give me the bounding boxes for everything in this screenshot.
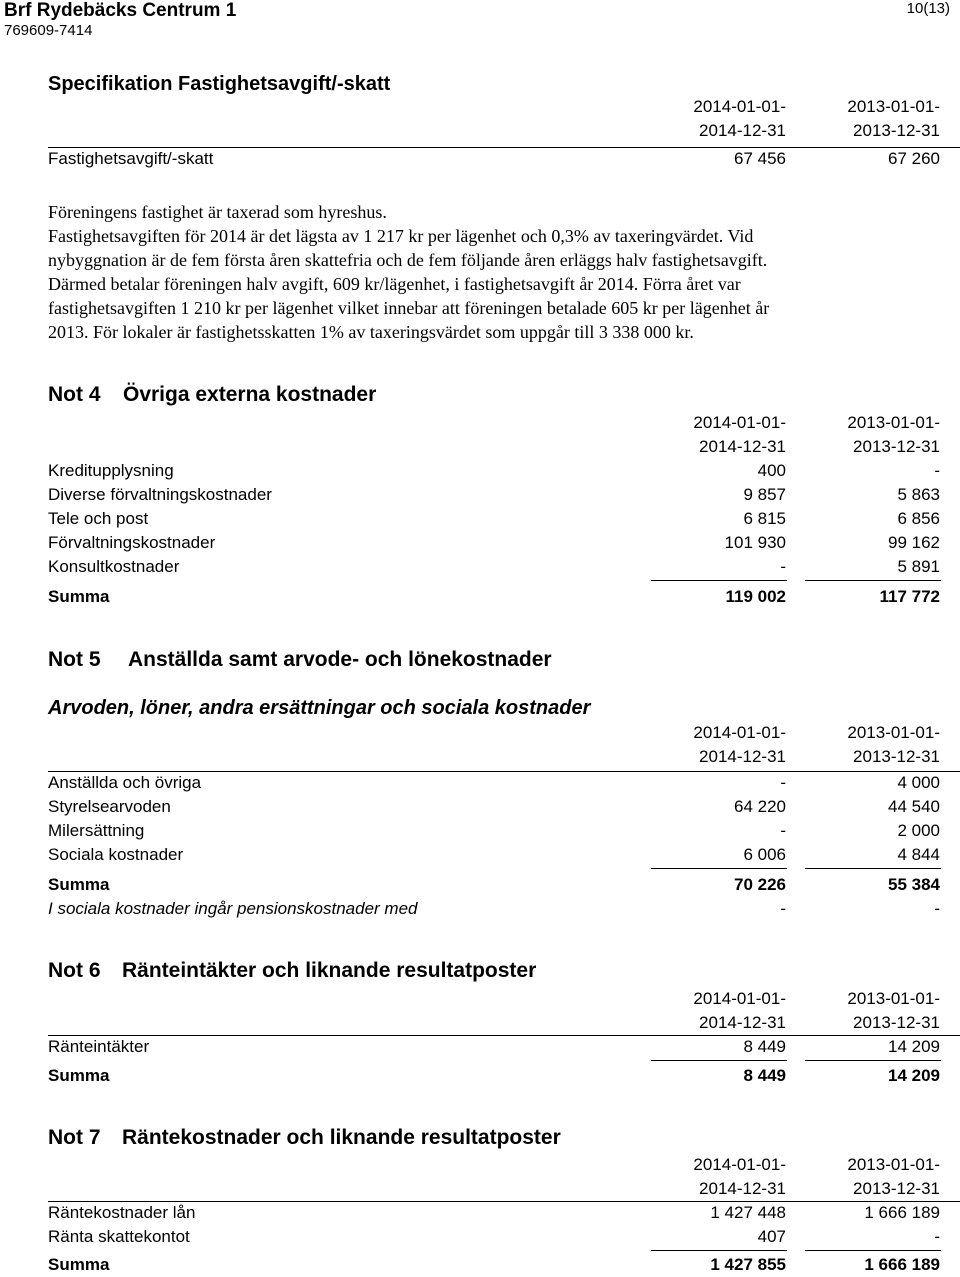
spec-text — [48, 200, 769, 344]
table-row — [48, 819, 940, 843]
sum-rule — [805, 1060, 941, 1061]
organization-name: Brf Rydebäcks Centrum 1 — [4, 0, 237, 21]
table-row — [48, 147, 940, 171]
note-title: Övriga externa kostnader — [123, 383, 377, 406]
row-previous: 14 209 — [888, 1037, 940, 1056]
sum-rule — [805, 868, 941, 869]
period-previous-start: 2013-01-01- — [847, 1155, 940, 1174]
period-current-start: 2014-01-01- — [693, 413, 786, 432]
note-title: Ränteintäkter och liknande resultatposter — [122, 959, 537, 982]
period-previous-start: 2013-01-01- — [847, 989, 940, 1008]
note-number: Not 7 — [48, 1126, 101, 1149]
pension-row — [48, 897, 940, 921]
row-current: 407 — [757, 1227, 786, 1246]
row-previous: 4 000 — [897, 773, 940, 792]
sum-rule — [805, 1250, 941, 1251]
text-line: Föreningens fastighet är taxerad som hyreshus. — [48, 202, 387, 222]
sum-rule — [651, 868, 787, 869]
sum-previous: 14 209 — [888, 1066, 940, 1085]
sum-current: 8 449 — [743, 1066, 786, 1085]
period-current-end: 2014-12-31 — [699, 121, 786, 140]
text-line: fastighetsavgiften 1 210 kr per lägenhet vilket innebar att föreningen betalade 605 kr per lägenhet år — [48, 298, 770, 318]
row-current: 101 930 — [724, 533, 786, 552]
row-current: - — [780, 821, 786, 840]
row-label: Diverse förvaltningskostnader — [48, 485, 272, 504]
period-current-header — [693, 95, 786, 143]
text-line: nybyggnation är de fem första åren skattefria och de fem följande åren erläggs halv fastighetsavgift. — [48, 250, 768, 270]
sum-label: Summa — [48, 1066, 110, 1085]
sum-row — [48, 585, 940, 609]
period-current-start: 2014-01-01- — [693, 723, 786, 742]
row-label: Kreditupplysning — [48, 461, 174, 480]
period-current-start: 2014-01-01- — [693, 989, 786, 1008]
table-row — [48, 1201, 940, 1225]
row-label: Konsultkostnader — [48, 557, 180, 576]
period-current-start: 2014-01-01- — [693, 97, 786, 116]
row-label: Styrelsearvoden — [48, 797, 171, 816]
sum-row — [48, 1253, 940, 1277]
table-row — [48, 843, 940, 867]
period-current-header — [693, 411, 786, 459]
table-row — [48, 459, 940, 483]
sum-label: Summa — [48, 587, 110, 606]
table-row — [48, 771, 940, 795]
note-number: Not 5 — [48, 648, 101, 671]
note-6-heading — [48, 959, 536, 983]
period-previous-header — [847, 411, 940, 459]
row-current: 400 — [757, 461, 786, 480]
spec-title: Specifikation Fastighetsavgift/-skatt — [48, 73, 391, 95]
row-label: I sociala kostnader ingår pensionskostnader med — [48, 899, 418, 918]
row-previous: - — [934, 1227, 940, 1246]
row-previous: 67 260 — [888, 149, 940, 168]
sum-rule — [651, 580, 787, 581]
sum-label: Summa — [48, 1255, 110, 1274]
period-previous-end: 2013-12-31 — [853, 747, 940, 766]
row-label: Förvaltningskostnader — [48, 533, 216, 552]
table-row — [48, 1035, 940, 1059]
row-label: Fastighetsavgift/-skatt — [48, 149, 214, 168]
period-previous-header — [847, 95, 940, 143]
period-current-header — [693, 1153, 786, 1201]
period-previous-header — [847, 721, 940, 769]
text-line: Därmed betalar föreningen halv avgift, 609 kr/lägenhet, i fastighetsavgift år 2014. Förra året var — [48, 274, 741, 294]
table-row — [48, 795, 940, 819]
period-previous-start: 2013-01-01- — [847, 413, 940, 432]
note-4-heading — [48, 383, 376, 407]
sum-previous: 117 772 — [879, 587, 940, 606]
row-current: 6 006 — [743, 845, 786, 864]
table-row — [48, 483, 940, 507]
row-current: - — [780, 557, 786, 576]
table-row — [48, 507, 940, 531]
page-number: 10(13) — [906, 0, 950, 17]
period-previous-header — [847, 1153, 940, 1201]
period-previous-end: 2013-12-31 — [853, 1179, 940, 1198]
row-label: Sociala kostnader — [48, 845, 184, 864]
sum-row — [48, 873, 940, 897]
row-label: Ränteintäkter — [48, 1037, 150, 1056]
period-previous-end: 2013-12-31 — [853, 121, 940, 140]
row-previous: 44 540 — [888, 797, 940, 816]
organization-number: 769609-7414 — [4, 22, 93, 39]
sum-current: 119 002 — [725, 587, 786, 606]
sum-current: 1 427 855 — [710, 1255, 786, 1274]
period-previous-header — [847, 987, 940, 1035]
period-current-end: 2014-12-31 — [699, 437, 786, 456]
text-line: 2013. För lokaler är fastighetsskatten 1% av taxeringsvärdet som uppgår till 3 338 000 kr. — [48, 322, 694, 342]
table-row — [48, 531, 940, 555]
row-previous: 6 856 — [897, 509, 940, 528]
note-number: Not 6 — [48, 959, 101, 982]
sum-rule — [651, 1250, 787, 1251]
row-current: 9 857 — [743, 485, 786, 504]
period-current-start: 2014-01-01- — [693, 1155, 786, 1174]
row-label: Ränta skattekontot — [48, 1227, 190, 1246]
row-current: 6 815 — [743, 509, 786, 528]
row-current: 8 449 — [743, 1037, 786, 1056]
period-previous-start: 2013-01-01- — [847, 723, 940, 742]
period-previous-end: 2013-12-31 — [853, 437, 940, 456]
note-title: Räntekostnader och liknande resultatposter — [122, 1126, 561, 1149]
sum-label: Summa — [48, 875, 110, 894]
row-previous: - — [934, 899, 940, 918]
sum-previous: 1 666 189 — [864, 1255, 940, 1274]
row-current: 67 456 — [734, 149, 786, 168]
row-previous: 4 844 — [897, 845, 940, 864]
row-current: - — [780, 899, 786, 918]
row-previous: 5 891 — [897, 557, 940, 576]
note-title: Anställda samt arvode- och lönekostnader — [128, 648, 552, 671]
row-current: 1 427 448 — [710, 1203, 786, 1222]
note-7-heading — [48, 1126, 561, 1150]
row-label: Tele och post — [48, 509, 149, 528]
row-label: Anställda och övriga — [48, 773, 202, 792]
note-number: Not 4 — [48, 383, 101, 406]
table-row — [48, 555, 940, 579]
note-5-heading — [48, 648, 552, 672]
sum-rule — [805, 580, 941, 581]
sum-rule — [651, 1060, 787, 1061]
row-previous: 99 162 — [888, 533, 940, 552]
period-current-header — [693, 987, 786, 1035]
row-previous: 1 666 189 — [864, 1203, 940, 1222]
period-previous-start: 2013-01-01- — [847, 97, 940, 116]
sum-previous: 55 384 — [888, 875, 940, 894]
row-label: Räntekostnader lån — [48, 1203, 196, 1222]
period-current-end: 2014-12-31 — [699, 1013, 786, 1032]
note-5-subtitle: Arvoden, löner, andra ersättningar och sociala kostnader — [48, 697, 591, 719]
period-current-header — [693, 721, 786, 769]
row-previous: 5 863 — [897, 485, 940, 504]
row-previous: 2 000 — [897, 821, 940, 840]
period-current-end: 2014-12-31 — [699, 747, 786, 766]
period-current-end: 2014-12-31 — [699, 1179, 786, 1198]
sum-row — [48, 1064, 940, 1088]
text-line: Fastighetsavgiften för 2014 är det lägsta av 1 217 kr per lägenhet och 0,3% av taxeringvärdet. Vid — [48, 226, 754, 246]
row-current: - — [780, 773, 786, 792]
period-previous-end: 2013-12-31 — [853, 1013, 940, 1032]
row-current: 64 220 — [734, 797, 786, 816]
sum-current: 70 226 — [734, 875, 786, 894]
table-row — [48, 1225, 940, 1249]
row-previous: - — [934, 461, 940, 480]
row-label: Milersättning — [48, 821, 145, 840]
